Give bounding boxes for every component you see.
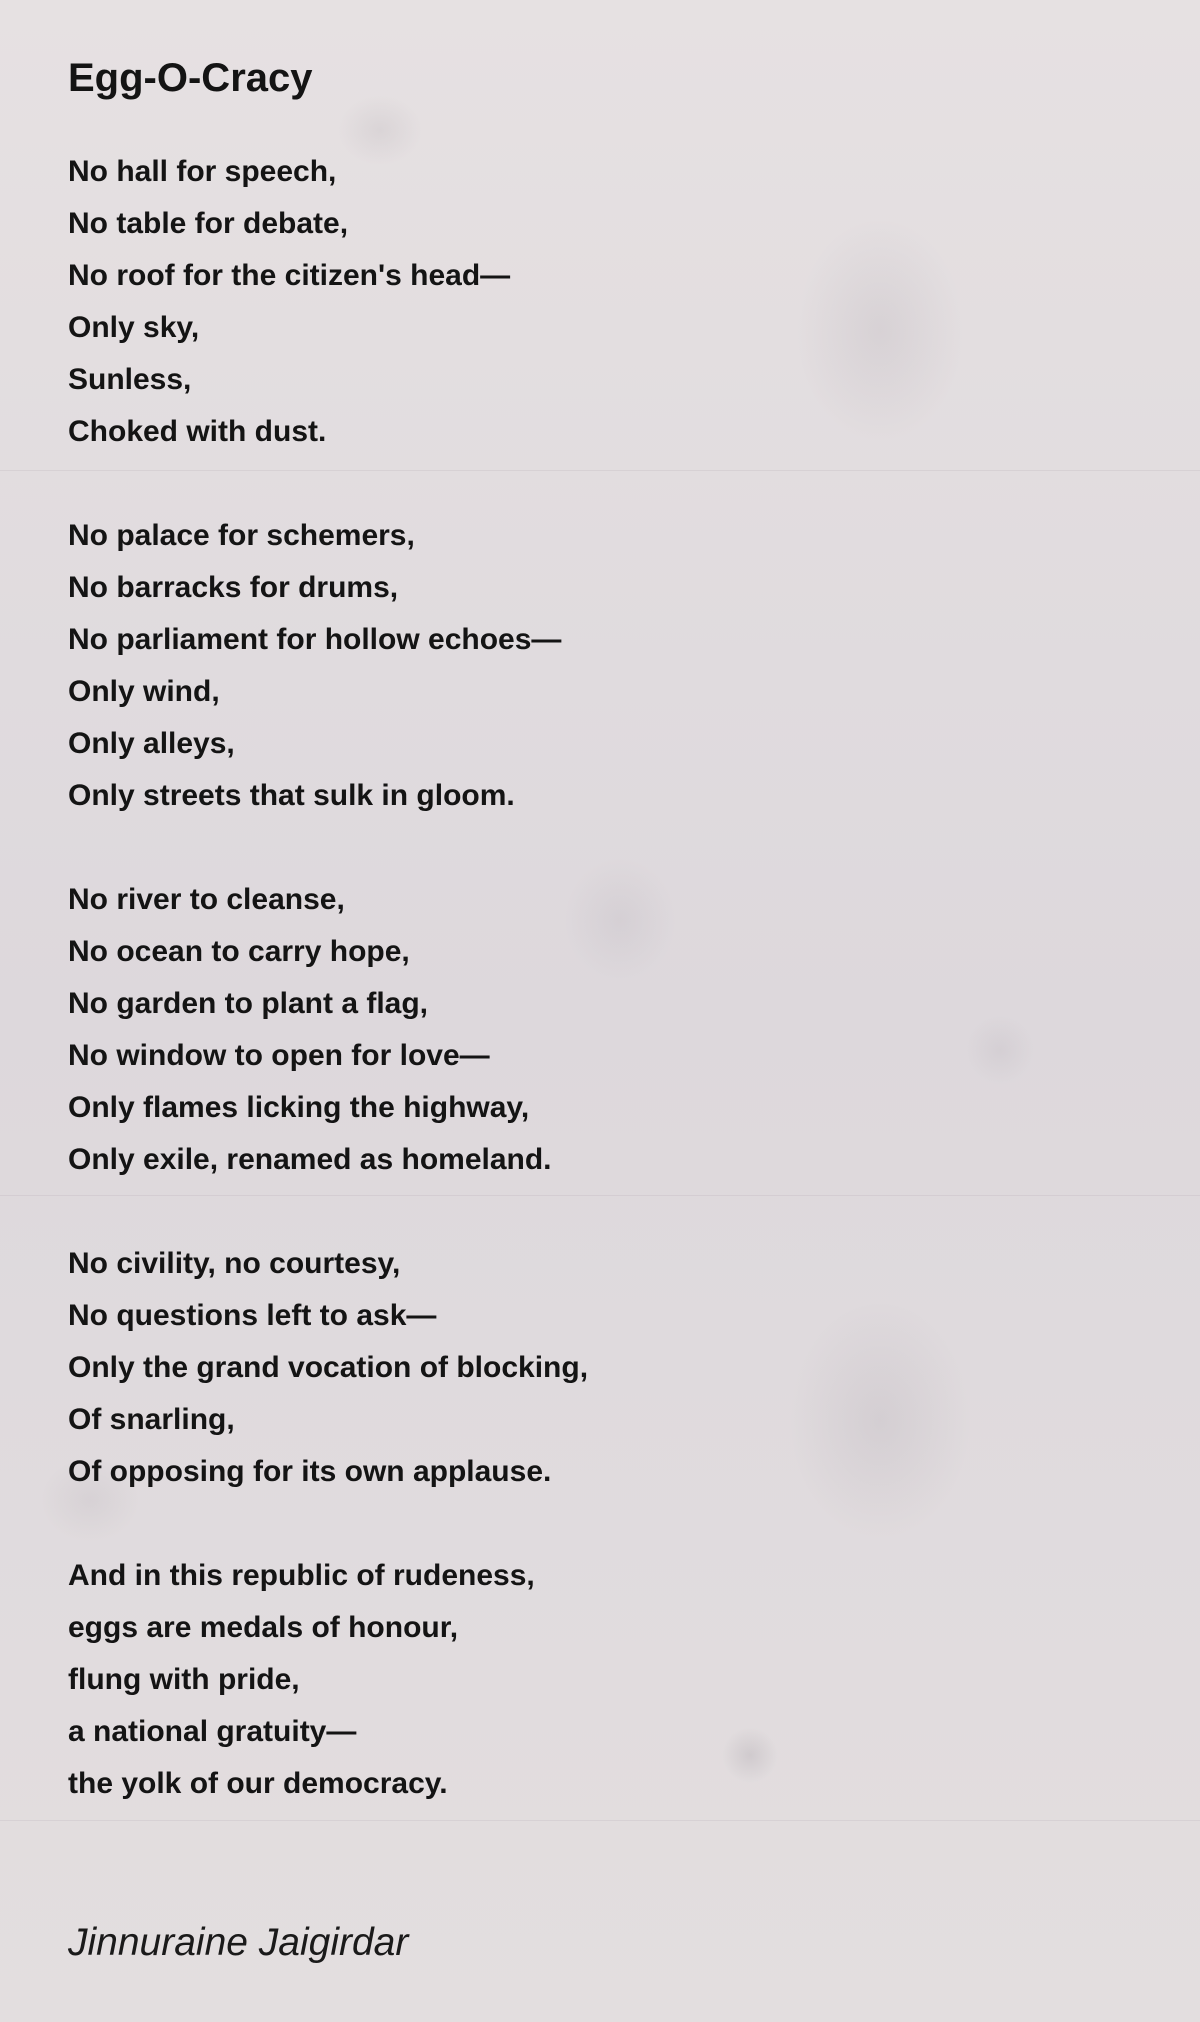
poem-line: No ocean to carry hope, [68, 935, 410, 968]
poem-line: No river to cleanse, [68, 883, 345, 916]
stanza-2 [68, 510, 588, 822]
poem-line: eggs are medals of honour, [68, 1611, 459, 1644]
stanza-1 [68, 146, 588, 458]
poem-line: No table for debate, [68, 207, 349, 240]
stanza-3 [68, 874, 588, 1186]
poem-line: Of opposing for its own applause. [68, 1455, 552, 1488]
poem-line: flung with pride, [68, 1663, 300, 1696]
poem-line: Only sky, [68, 311, 200, 344]
poem-line: a national gratuity— [68, 1715, 357, 1748]
poem-line: No roof for the citizen's head— [68, 259, 511, 292]
poem-line: No window to open for love— [68, 1039, 490, 1072]
poem-line: No questions left to ask— [68, 1299, 437, 1332]
poem-title: Egg-O-Cracy [68, 56, 313, 100]
poem-line: Only wind, [68, 675, 220, 708]
poem-line: No palace for schemers, [68, 519, 415, 552]
poem-line: Only the grand vocation of blocking, [68, 1351, 589, 1384]
poem-body [68, 146, 588, 1862]
poem-line: Choked with dust. [68, 415, 327, 448]
poem-line: the yolk of our democracy. [68, 1767, 448, 1800]
poem-line: No parliament for hollow echoes— [68, 623, 562, 656]
stanza-4 [68, 1238, 588, 1498]
poem-line: Only alleys, [68, 727, 235, 760]
poem-container [68, 50, 1128, 1800]
poem-author: Jinnuraine Jaigirdar [68, 1921, 409, 1964]
poem-line: Of snarling, [68, 1403, 235, 1436]
stanza-5 [68, 1550, 588, 1810]
poem-line: Sunless, [68, 363, 192, 396]
poem-line: Only streets that sulk in gloom. [68, 779, 515, 812]
poem-line: No civility, no courtesy, [68, 1247, 401, 1280]
poem-line: No garden to plant a flag, [68, 987, 429, 1020]
poem-line: And in this republic of rudeness, [68, 1559, 535, 1592]
poem-line: Only flames licking the highway, [68, 1091, 530, 1124]
poem-line: No hall for speech, [68, 155, 337, 188]
poem-line: Only exile, renamed as homeland. [68, 1143, 552, 1176]
poem-line: No barracks for drums, [68, 571, 399, 604]
